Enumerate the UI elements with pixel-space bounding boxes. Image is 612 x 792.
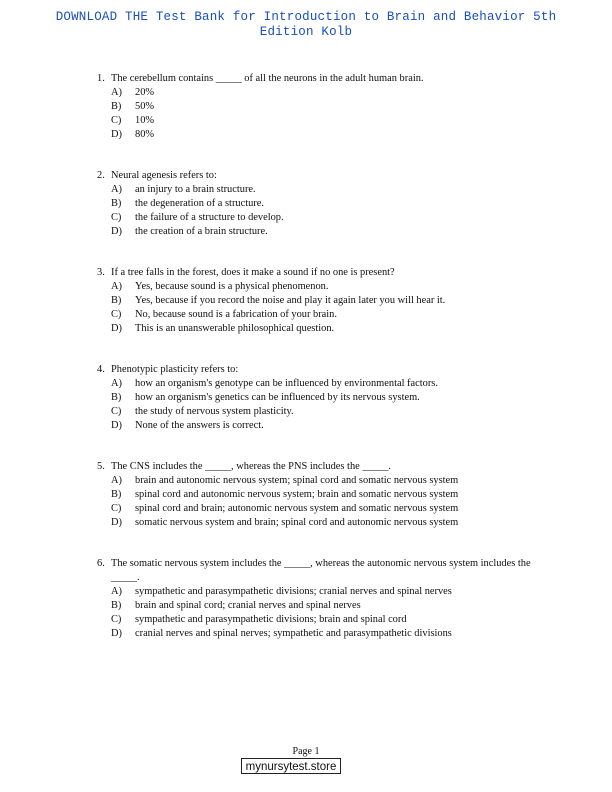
question-text: Neural agenesis refers to: <box>111 170 217 181</box>
option-text: sympathetic and parasympathetic divisions; cranial nerves and spinal nerves <box>135 586 452 597</box>
option-text: cranial nerves and spinal nerves; sympathetic and parasympathetic divisions <box>135 628 452 639</box>
option-letter: B) <box>111 101 122 112</box>
option-text: the failure of a structure to develop. <box>135 212 284 223</box>
option-letter: D) <box>111 129 122 140</box>
option-letter: C) <box>111 406 122 417</box>
answer-option-b <box>97 488 557 502</box>
answer-option-a <box>97 86 557 100</box>
option-text: an injury to a brain structure. <box>135 184 256 195</box>
answer-option-d <box>97 322 557 336</box>
question-6 <box>97 557 557 641</box>
answer-options <box>97 86 557 142</box>
question-2 <box>97 169 557 239</box>
answer-option-b <box>97 391 557 405</box>
answer-option-d <box>97 516 557 530</box>
option-letter: D) <box>111 420 122 431</box>
option-text: 50% <box>135 101 155 112</box>
option-text: This is an unanswerable philosophical question. <box>135 323 335 334</box>
option-letter: B) <box>111 600 122 611</box>
answer-option-d <box>97 419 557 433</box>
option-text: brain and spinal cord; cranial nerves and spinal nerves <box>135 600 361 611</box>
answer-option-a <box>97 474 557 488</box>
question-text: The somatic nervous system includes the _____, whereas the autonomic nervous system includes the _____. <box>111 558 531 583</box>
option-letter: B) <box>111 489 122 500</box>
option-text: sympathetic and parasympathetic divisions; brain and spinal cord <box>135 614 407 625</box>
option-letter: B) <box>111 392 122 403</box>
option-letter: B) <box>111 198 122 209</box>
answer-option-d <box>97 627 557 641</box>
question-number: 6. <box>97 558 105 569</box>
option-text: somatic nervous system and brain; spinal cord and autonomic nervous system <box>135 517 459 528</box>
answer-option-a <box>97 183 557 197</box>
answer-option-a <box>97 377 557 391</box>
option-text: None of the answers is correct. <box>135 420 264 431</box>
option-letter: A) <box>111 475 122 486</box>
answer-option-c <box>97 502 557 516</box>
download-banner <box>0 10 612 40</box>
option-letter: A) <box>111 87 122 98</box>
answer-option-b <box>97 599 557 613</box>
answer-option-c <box>97 211 557 225</box>
answer-options <box>97 474 557 530</box>
question-text: Phenotypic plasticity refers to: <box>111 364 239 375</box>
option-text: 80% <box>135 129 155 140</box>
option-letter: D) <box>111 628 122 639</box>
answer-option-d <box>97 225 557 239</box>
option-letter: C) <box>111 614 122 625</box>
question-number: 4. <box>97 364 105 375</box>
option-text: spinal cord and autonomic nervous system; brain and somatic nervous system <box>135 489 459 500</box>
question-number: 5. <box>97 461 105 472</box>
answer-option-b <box>97 197 557 211</box>
question-text: If a tree falls in the forest, does it make a sound if no one is present? <box>111 267 395 278</box>
option-letter: A) <box>111 378 122 389</box>
question-5 <box>97 460 557 530</box>
option-letter: C) <box>111 503 122 514</box>
answer-option-c <box>97 405 557 419</box>
option-letter: C) <box>111 115 122 126</box>
question-number: 3. <box>97 267 105 278</box>
question-text: The cerebellum contains _____ of all the neurons in the adult human brain. <box>111 73 424 84</box>
answer-option-a <box>97 585 557 599</box>
option-text: the creation of a brain structure. <box>135 226 268 237</box>
question-number: 1. <box>97 73 105 84</box>
option-letter: B) <box>111 295 122 306</box>
option-text: spinal cord and brain; autonomic nervous system and somatic nervous system <box>135 503 459 514</box>
option-text: the study of nervous system plasticity. <box>135 406 294 417</box>
answer-option-b <box>97 100 557 114</box>
option-letter: D) <box>111 226 122 237</box>
option-text: 20% <box>135 87 155 98</box>
option-text: 10% <box>135 115 155 126</box>
answer-options <box>97 280 557 336</box>
answer-option-b <box>97 294 557 308</box>
answer-option-a <box>97 280 557 294</box>
question-list <box>97 72 557 641</box>
banner-line-2: Edition Kolb <box>259 25 353 39</box>
option-letter: C) <box>111 309 122 320</box>
option-letter: C) <box>111 212 122 223</box>
answer-option-c <box>97 308 557 322</box>
option-letter: A) <box>111 586 122 597</box>
answer-options <box>97 377 557 433</box>
option-letter: D) <box>111 517 122 528</box>
option-text: brain and autonomic nervous system; spinal cord and somatic nervous system <box>135 475 459 486</box>
page-number: Page 1 <box>292 746 320 757</box>
question-1 <box>97 72 557 142</box>
answer-option-c <box>97 613 557 627</box>
question-3 <box>97 266 557 336</box>
option-text: how an organism's genotype can be influenced by environmental factors. <box>135 378 438 389</box>
question-text: The CNS includes the _____, whereas the PNS includes the _____. <box>111 461 391 472</box>
option-text: Yes, because if you record the noise and play it again later you will hear it. <box>135 295 446 306</box>
question-4 <box>97 363 557 433</box>
option-text: No, because sound is a fabrication of your brain. <box>135 309 337 320</box>
option-letter: A) <box>111 184 122 195</box>
option-text: how an organism's genetics can be influenced by its nervous system. <box>135 392 420 403</box>
answer-options <box>97 585 557 641</box>
question-number: 2. <box>97 170 105 181</box>
option-text: Yes, because sound is a physical phenomenon. <box>135 281 329 292</box>
answer-option-d <box>97 128 557 142</box>
answer-option-c <box>97 114 557 128</box>
option-text: the degeneration of a structure. <box>135 198 264 209</box>
answer-options <box>97 183 557 239</box>
banner-line-1: DOWNLOAD THE Test Bank for Introduction to Brain and Behavior 5th <box>55 10 557 24</box>
option-letter: A) <box>111 281 122 292</box>
option-letter: D) <box>111 323 122 334</box>
site-link[interactable]: mynursytest.store <box>241 758 341 774</box>
